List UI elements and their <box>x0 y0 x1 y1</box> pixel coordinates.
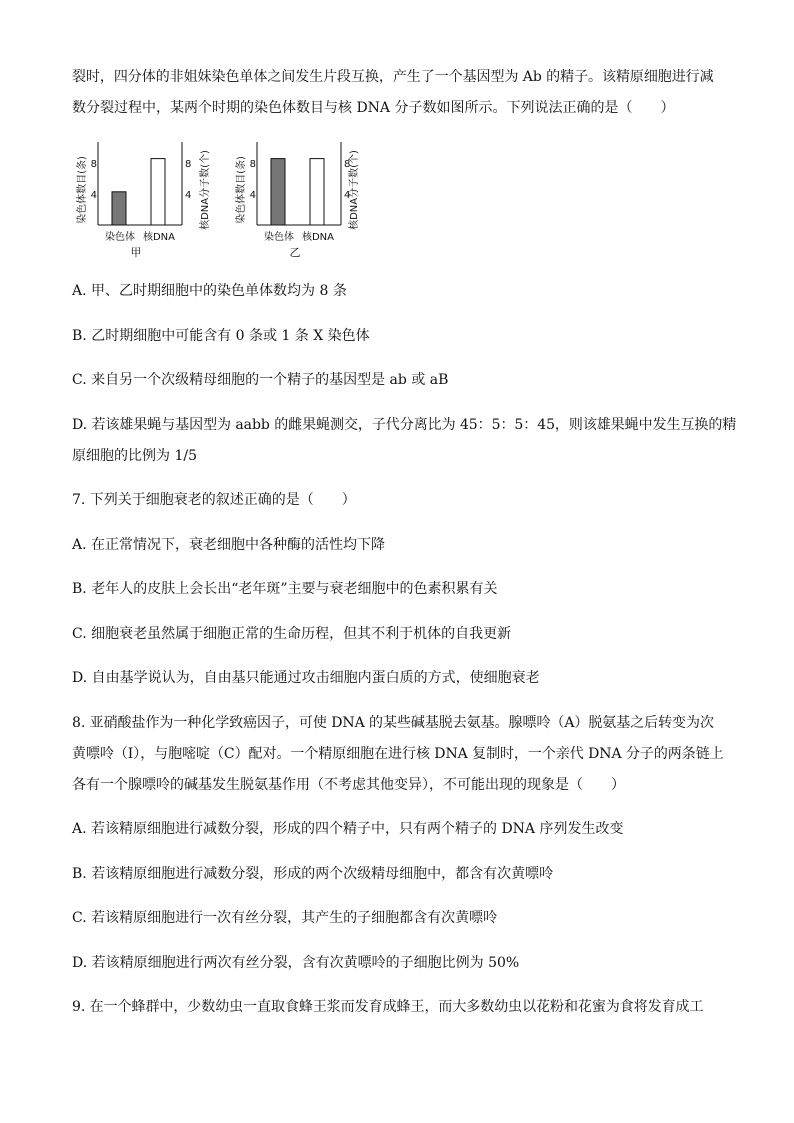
chart-yi-svg <box>231 138 381 263</box>
x-tick-label-chromosome: 染色体 <box>264 232 294 243</box>
intro-line-2: 数分裂过程中，某两个时期的染色体数目与核 DNA 分子数如图所示。下列说法正确的是（ ） <box>72 100 675 116</box>
q6-option-d-line-1: D. 若该雄果蝇与基因型为 aabb 的雌果蝇测交，子代分离比为 45：5：5：45，则该雄果蝇中发生互换的精 <box>72 417 737 433</box>
chart-yi <box>231 138 381 263</box>
q7-option-d: D. 自由基学说认为，自由基只能通过攻击细胞内蛋白质的方式，使细胞衰老 <box>72 670 540 686</box>
y-label-right: 核DNA分子数(个) <box>349 150 360 230</box>
y-label-left: 染色体数目(条) <box>77 156 88 224</box>
q7-option-a: A. 在正常情况下，衰老细胞中各种酶的活性均下降 <box>72 537 386 553</box>
y-tick-8-right: 8 <box>344 159 351 170</box>
y-tick-8: 8 <box>249 159 256 170</box>
y-label-left: 染色体数目(条) <box>236 156 247 224</box>
q8-stem-line-3: 各有一个腺嘌呤的碱基发生脱氨基作用（不考虑其他变异），不可能出现的现象是（ ） <box>72 777 625 793</box>
y-tick-4: 4 <box>90 190 97 201</box>
y-tick-8-right: 8 <box>185 159 192 170</box>
y-tick-4: 4 <box>249 190 256 201</box>
bar-chromosome <box>112 192 126 225</box>
q8-stem-line-1: 8. 亚硝酸盐作为一种化学致癌因子，可使 DNA 的某些碱基脱去氨基。腺嘌呤（A）脱氨基之后转变为次 <box>72 715 714 731</box>
bar-dna <box>310 159 324 225</box>
q8-option-d: D. 若该精原细胞进行两次有丝分裂，含有次黄嘌呤的子细胞比例为 50% <box>72 955 520 971</box>
intro-line-1: 裂时，四分体的非姐妹染色单体之间发生片段互换，产生了一个基因型为 Ab 的精子。该精原细胞进行减 <box>72 69 714 85</box>
chart-jia-svg <box>72 138 222 263</box>
panel-label-yi: 乙 <box>289 246 301 259</box>
y-tick-8: 8 <box>90 159 97 170</box>
q8-option-a: A. 若该精原细胞进行减数分裂，形成的四个精子中，只有两个精子的 DNA 序列发生改变 <box>72 821 624 837</box>
bar-dna <box>151 159 165 225</box>
y-tick-4-right: 4 <box>344 190 351 201</box>
x-tick-label-dna: 核DNA <box>301 232 335 243</box>
x-tick-label-chromosome: 染色体 <box>105 232 135 243</box>
q8-option-b: B. 若该精原细胞进行减数分裂，形成的两个次级精母细胞中，都含有次黄嘌呤 <box>72 866 554 882</box>
q6-option-c: C. 来自另一个次级精母细胞的一个精子的基因型是 ab 或 aB <box>72 372 449 388</box>
bar-chromosome <box>271 159 285 225</box>
q9-stem-line-1: 9. 在一个蜂群中，少数幼虫一直取食蜂王浆而发育成蜂王，而大多数幼虫以花粉和花蜜为食将发育成工 <box>72 999 704 1015</box>
q6-option-a: A. 甲、乙时期细胞中的染色单体数均为 8 条 <box>72 283 347 299</box>
x-tick-label-dna: 核DNA <box>142 232 176 243</box>
panel-label-jia: 甲 <box>130 246 142 259</box>
q8-stem-line-2: 黄嘌呤（I），与胞嘧啶（C）配对。一个精原细胞在进行核 DNA 复制时，一个亲代 DNA 分子的两条链上 <box>72 746 724 762</box>
q7-option-c: C. 细胞衰老虽然属于细胞正常的生命历程，但其不利于机体的自我更新 <box>72 626 512 642</box>
y-label-right: 核DNA分子数(个) <box>200 150 211 230</box>
q6-option-b: B. 乙时期细胞中可能含有 0 条或 1 条 X 染色体 <box>72 328 370 344</box>
y-tick-4-right: 4 <box>185 190 192 201</box>
chart-jia <box>72 138 222 263</box>
q6-option-d-line-2: 原细胞的比例为 1/5 <box>72 448 197 464</box>
q8-option-c: C. 若该精原细胞进行一次有丝分裂，其产生的子细胞都含有次黄嘌呤 <box>72 910 498 926</box>
q7-stem: 7. 下列关于细胞衰老的叙述正确的是（ ） <box>72 492 356 508</box>
q7-option-b: B. 老年人的皮肤上会长出“老年斑”主要与衰老细胞中的色素积累有关 <box>72 581 498 597</box>
